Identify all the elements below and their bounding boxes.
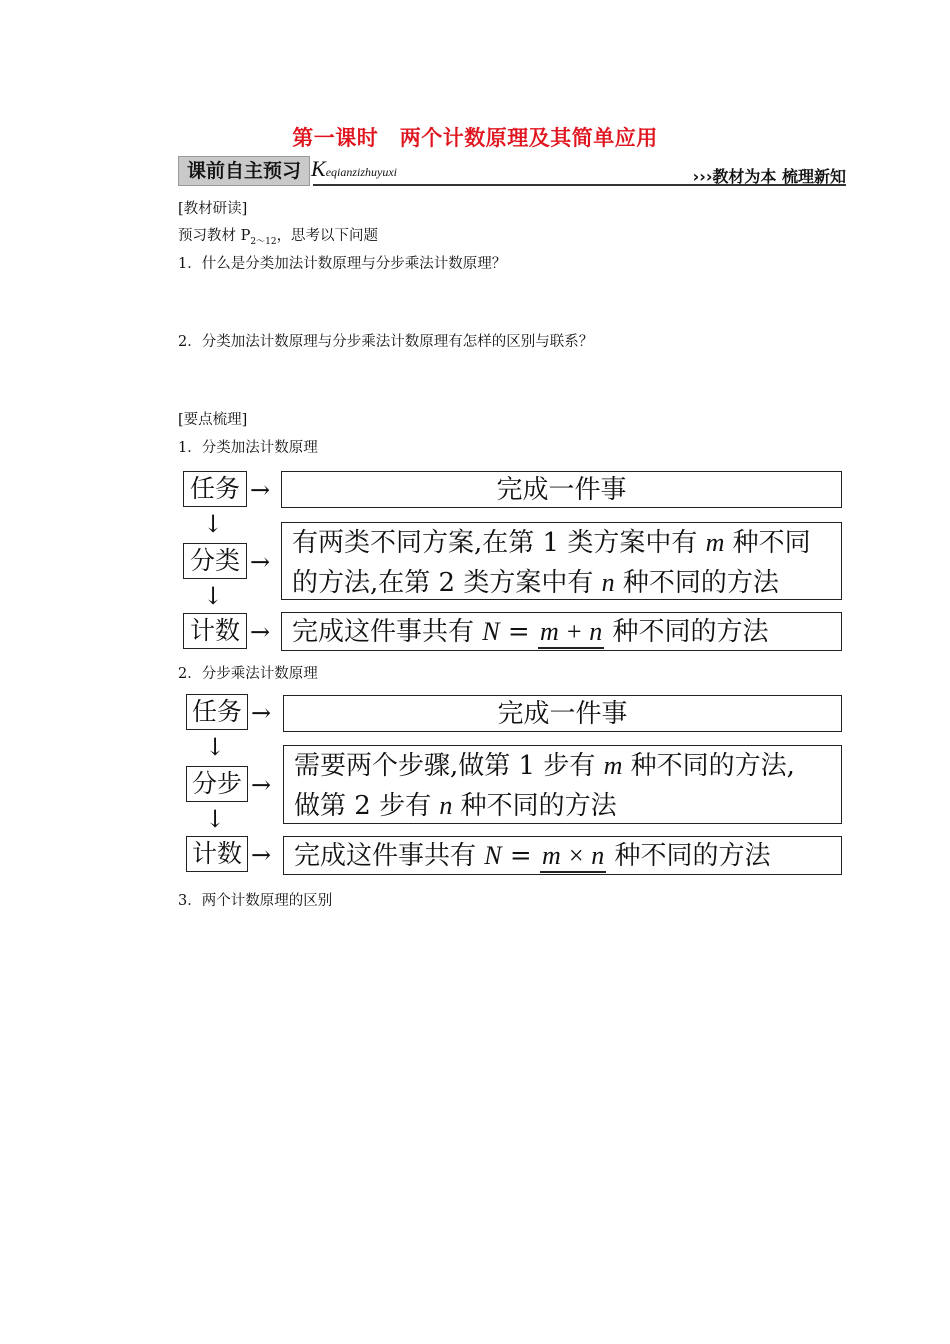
section-banner — [178, 156, 846, 188]
point-3-title: 3．两个计数原理的区别 — [178, 893, 333, 909]
step-line-1 — [294, 746, 841, 786]
heading-key-points: [要点梳理] — [178, 412, 248, 428]
count-box — [281, 612, 842, 651]
formula-blank — [538, 617, 604, 649]
preview-intro — [178, 224, 378, 247]
label-category: 分类 — [183, 543, 247, 579]
var-m: m — [705, 528, 725, 557]
text: 种不同的方法 — [606, 841, 771, 871]
label-count: 计数 — [183, 613, 247, 649]
category-line-2 — [292, 563, 841, 603]
text: 种不同的方法, — [622, 751, 795, 781]
arrow-right-icon: → — [251, 771, 272, 799]
arrow-right-icon: → — [251, 841, 272, 869]
text: 种不同的方法 — [614, 568, 779, 598]
text: 有两类不同方案,在第 1 类方案中有 — [292, 528, 706, 558]
equals-sign: = — [499, 617, 538, 647]
arrow-right-icon: → — [250, 618, 271, 646]
var-n: n — [439, 791, 453, 820]
category-line-1 — [292, 523, 841, 563]
count-box — [283, 836, 842, 875]
text: 种不同 — [724, 528, 811, 558]
text: 做第 2 步有 — [294, 791, 440, 821]
label-task: 任务 — [183, 471, 247, 507]
banner-slogan: ›››教材为本 梳理新知 — [692, 167, 846, 186]
arrow-down-icon: ↓ — [203, 582, 224, 610]
category-box — [281, 522, 842, 600]
var-n: n — [601, 568, 615, 597]
formula-sum: m + n — [539, 617, 603, 646]
question-2: 2．分类加法计数原理与分步乘法计数原理有怎样的区别与联系？ — [178, 334, 594, 350]
text: 需要两个步骤,做第 1 步有 — [294, 751, 604, 781]
var-N: N — [482, 617, 500, 646]
text: 完成这件事共有 — [294, 841, 485, 871]
equals-sign: = — [501, 841, 540, 871]
formula-blank — [540, 841, 606, 873]
formula-product: m × n — [541, 841, 605, 870]
text: 完成这件事共有 — [292, 617, 483, 647]
label-task: 任务 — [186, 694, 248, 730]
point-1-title: 1．分类加法计数原理 — [178, 440, 318, 456]
heading-textbook-reading: [教材研读] — [178, 201, 248, 217]
task-box: 完成一件事 — [283, 695, 842, 732]
label-count: 计数 — [186, 836, 248, 872]
banner-label: 课前自主预习 — [178, 156, 310, 186]
point-2-title: 2．分步乘法计数原理 — [178, 666, 318, 682]
intro-prefix: 预习教材 P — [178, 228, 251, 244]
var-N: N — [484, 841, 502, 870]
arrow-down-icon: ↓ — [205, 805, 226, 833]
text: 的方法,在第 2 类方案中有 — [292, 568, 602, 598]
banner-pinyin — [311, 156, 397, 182]
arrow-right-icon: → — [251, 699, 272, 727]
page-title: 第一课时 两个计数原理及其简单应用 — [292, 126, 658, 150]
banner-pinyin-initial: K — [311, 156, 326, 181]
step-box — [283, 745, 842, 824]
banner-pinyin-rest: eqianzizhuyuxi — [325, 165, 398, 179]
task-box: 完成一件事 — [281, 471, 842, 508]
text: 种不同的方法 — [604, 617, 769, 647]
question-1: 1．什么是分类加法计数原理与分步乘法计数原理？ — [178, 256, 507, 272]
intro-page-range: 2～12 — [250, 236, 277, 247]
step-line-2 — [294, 786, 841, 826]
arrow-down-icon: ↓ — [205, 733, 226, 761]
intro-suffix: ，思考以下问题 — [276, 228, 379, 244]
var-m: m — [603, 751, 623, 780]
label-step: 分步 — [186, 766, 248, 802]
arrow-right-icon: → — [250, 548, 271, 576]
text: 种不同的方法 — [452, 791, 617, 821]
arrow-down-icon: ↓ — [203, 510, 224, 538]
arrow-right-icon: → — [250, 476, 271, 504]
